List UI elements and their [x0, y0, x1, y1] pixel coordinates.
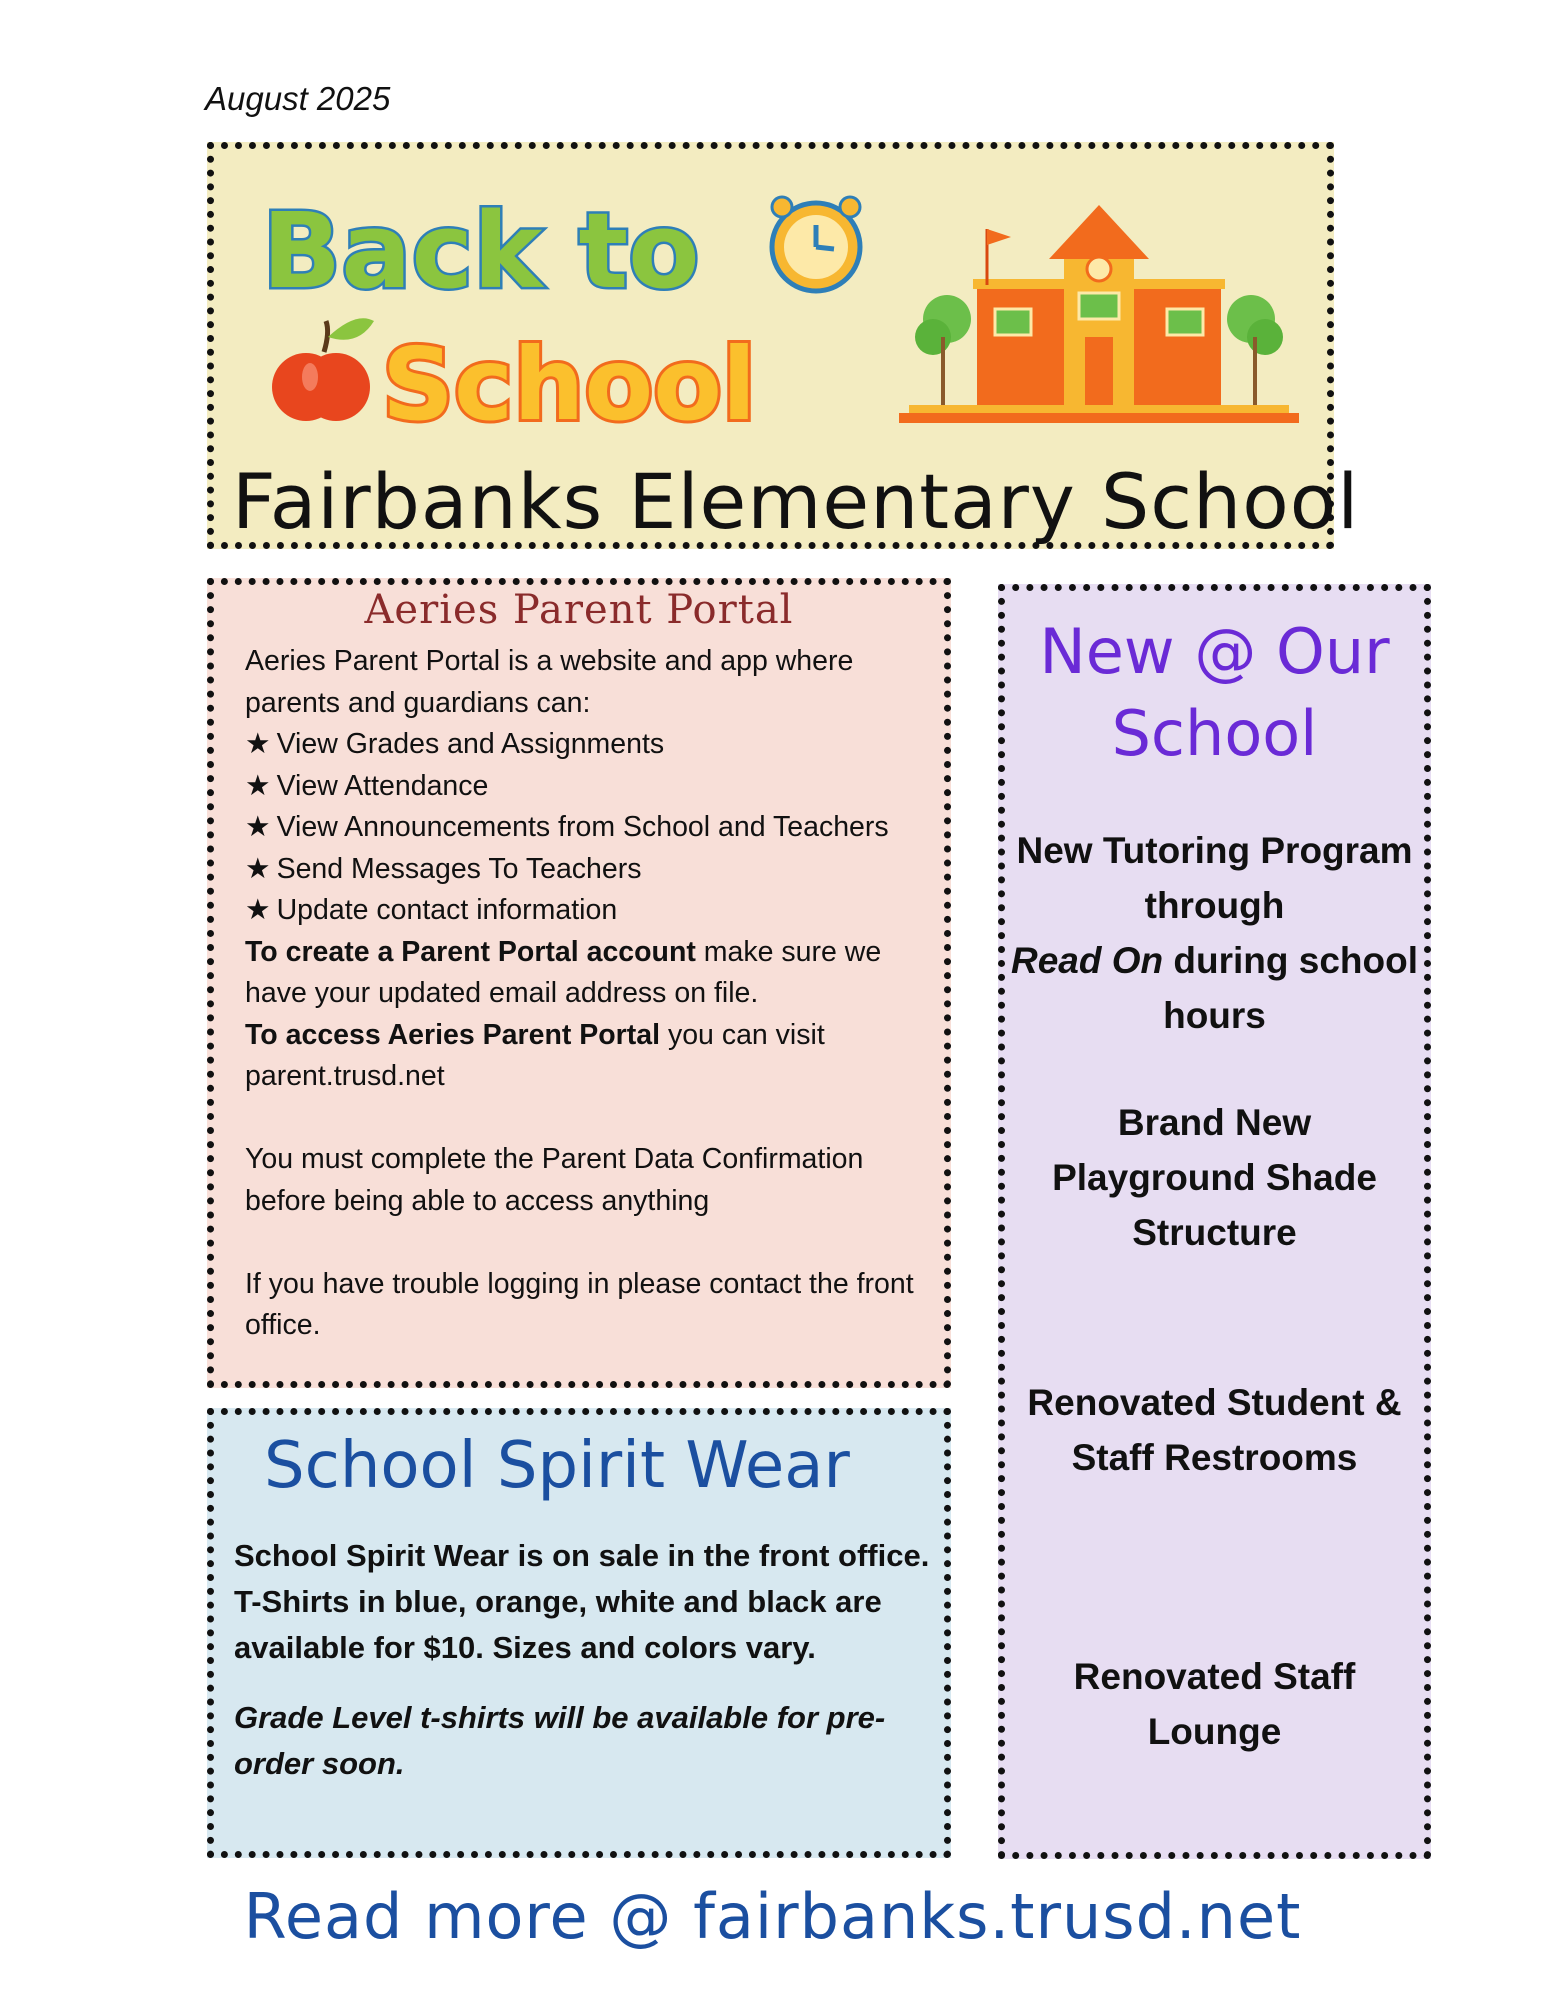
list-item: ★ Send Messages To Teachers — [245, 852, 642, 885]
login-trouble-note: If you have trouble logging in please contact the front office. — [245, 1267, 914, 1341]
star-icon: ★ — [245, 894, 271, 926]
list-item: ★ View Grades and Assignments — [245, 728, 665, 760]
newsletter-date: August 2025 — [205, 80, 391, 117]
back-to-school-banner — [254, 187, 874, 437]
aeries-intro: Aeries Parent Portal is a website and app where parents and guardians can: — [245, 645, 854, 719]
new-item-tutoring: New Tutoring Program through Read On during school hours — [1010, 830, 1419, 1036]
new-item-shade-structure: Brand New Playground Shade Structure — [1052, 1102, 1377, 1253]
spirit-wear-section — [207, 1408, 951, 1858]
data-confirmation-note: You must complete the Parent Data Confirmation before being able to access anything — [245, 1143, 864, 1217]
school-name-heading: Fairbanks Elementary School — [232, 457, 1360, 546]
list-item: ★ View Announcements from School and Teachers — [245, 811, 889, 843]
spirit-wear-body — [234, 1533, 934, 1787]
new-item-staff-lounge: Renovated Staff Lounge — [1073, 1656, 1356, 1752]
footer-website-link[interactable]: Read more @ fairbanks.trusd.net — [243, 1880, 1302, 1953]
spirit-wear-title: School Spirit Wear — [264, 1429, 850, 1503]
apple-icon — [272, 318, 374, 421]
banner-line1-text: Back to — [262, 190, 700, 312]
list-item: ★ Update contact information — [245, 894, 618, 926]
star-icon: ★ — [245, 769, 271, 802]
aeries-section-title: Aeries Parent Portal — [364, 587, 794, 633]
star-icon: ★ — [245, 728, 271, 760]
school-building-illustration — [899, 187, 1299, 427]
aeries-parent-portal-section — [207, 578, 951, 1388]
alarm-clock-icon — [772, 197, 860, 291]
new-item-restrooms: Renovated Student & Staff Restrooms — [1027, 1382, 1402, 1478]
spirit-wear-description: School Spirit Wear is on sale in the front office. T-Shirts in blue, orange, white and black are available for $10. Sizes and colors vary. — [234, 1538, 930, 1665]
create-account-instructions: To create a Parent Portal account make sure we have your updated email address on file. — [245, 935, 882, 1009]
new-at-school-title: New @ Our School — [1039, 615, 1390, 770]
spirit-wear-preorder-note: Grade Level t-shirts will be available for pre-order soon. — [234, 1700, 886, 1781]
star-icon: ★ — [245, 852, 271, 885]
header-banner — [207, 142, 1360, 549]
list-item: ★ View Attendance — [245, 769, 489, 802]
aeries-section-body — [245, 641, 925, 1347]
banner-line2-text: School — [382, 326, 757, 437]
new-at-school-section — [998, 584, 1431, 1859]
star-icon: ★ — [245, 811, 271, 843]
access-portal-instructions: To access Aeries Parent Portal you can visit parent.trusd.net — [245, 1018, 825, 1092]
